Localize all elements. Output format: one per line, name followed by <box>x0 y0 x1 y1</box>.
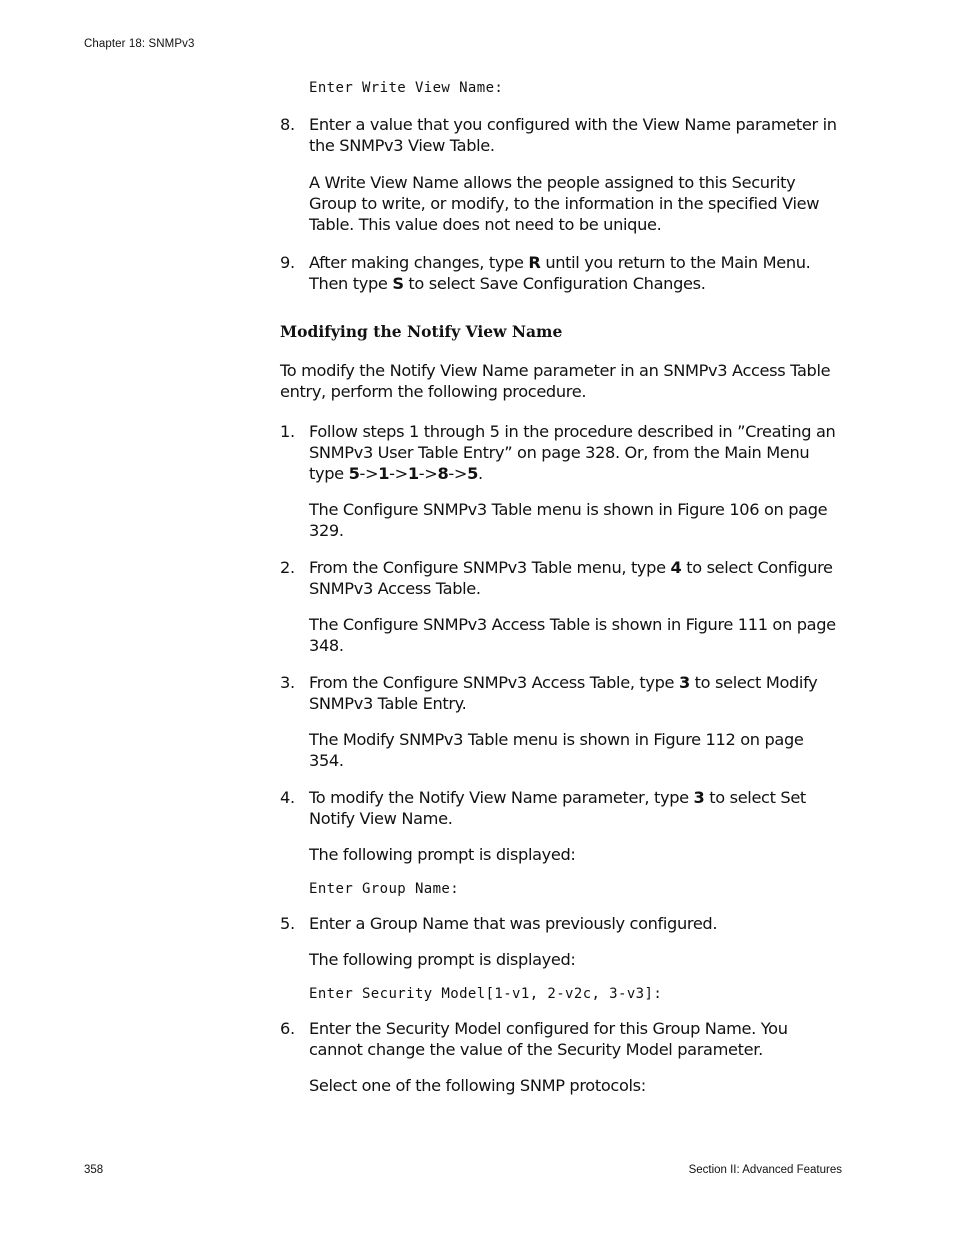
step-text: From the Configure SNMPv3 Table menu, type 4 to select Configure SNMPv3 Access Table. <box>309 558 833 598</box>
step-3-note: The Modify SNMPv3 Table menu is shown in Figure 112 on page 354. <box>309 730 804 770</box>
step-number: 5. <box>280 914 295 933</box>
step-6 <box>280 1018 842 1060</box>
page-content <box>280 79 842 1096</box>
running-footer-section: Section II: Advanced Features <box>688 1164 842 1176</box>
step-text: To modify the Notify View Name parameter, type 3 to select Set Notify View Name. <box>309 788 806 828</box>
step-1-note: The Configure SNMPv3 Table menu is shown in Figure 106 on page 329. <box>309 500 828 540</box>
step-8 <box>280 114 842 156</box>
step-text: After making changes, type R until you return to the Main Menu. Then type S to select Save Configuration Changes. <box>309 253 811 293</box>
step-text: Enter the Security Model configured for this Group Name. You cannot change the value of the Security Model parameter. <box>309 1019 788 1059</box>
running-header: Chapter 18: SNMPv3 <box>84 38 195 50</box>
step-number: 9. <box>280 253 295 272</box>
code-write-view-prompt: Enter Write View Name: <box>309 80 504 96</box>
code-group-name-prompt: Enter Group Name: <box>309 881 460 897</box>
step-5-note: The following prompt is displayed: <box>309 950 576 969</box>
step-2 <box>280 557 842 599</box>
step-1 <box>280 421 842 484</box>
intro-paragraph: To modify the Notify View Name parameter in an SNMPv3 Access Table entry, perform the following procedure. <box>280 361 831 401</box>
step-text: Follow steps 1 through 5 in the procedure described in ”Creating an SNMPv3 User Table Entry” on page 328. Or, from the Main Menu type 5->1->1->8->5. <box>309 422 836 483</box>
step-number: 2. <box>280 558 295 577</box>
step-number: 8. <box>280 115 295 134</box>
step-9 <box>280 252 842 294</box>
step-text: Enter a Group Name that was previously configured. <box>309 914 718 933</box>
step-number: 6. <box>280 1019 295 1038</box>
page-number: 358 <box>84 1164 104 1176</box>
step-text: From the Configure SNMPv3 Access Table, type 3 to select Modify SNMPv3 Table Entry. <box>309 673 818 713</box>
step-4 <box>280 787 842 829</box>
step-2-note: The Configure SNMPv3 Access Table is shown in Figure 111 on page 348. <box>309 615 836 655</box>
step-3 <box>280 672 842 714</box>
step-6-note: Select one of the following SNMP protocols: <box>309 1076 646 1095</box>
step-number: 1. <box>280 422 295 441</box>
step-4-note: The following prompt is displayed: <box>309 845 576 864</box>
step-number: 3. <box>280 673 295 692</box>
step-5 <box>280 913 842 934</box>
step-number: 4. <box>280 788 295 807</box>
step-8-note: A Write View Name allows the people assigned to this Security Group to write, or modify, to the information in the specified View Table. This value does not need to be unique. <box>309 173 820 234</box>
code-security-model-prompt: Enter Security Model[1-v1, 2-v2c, 3-v3]: <box>309 986 663 1002</box>
step-text: Enter a value that you configured with the View Name parameter in the SNMPv3 View Table. <box>309 115 837 155</box>
section-heading: Modifying the Notify View Name <box>280 322 563 341</box>
